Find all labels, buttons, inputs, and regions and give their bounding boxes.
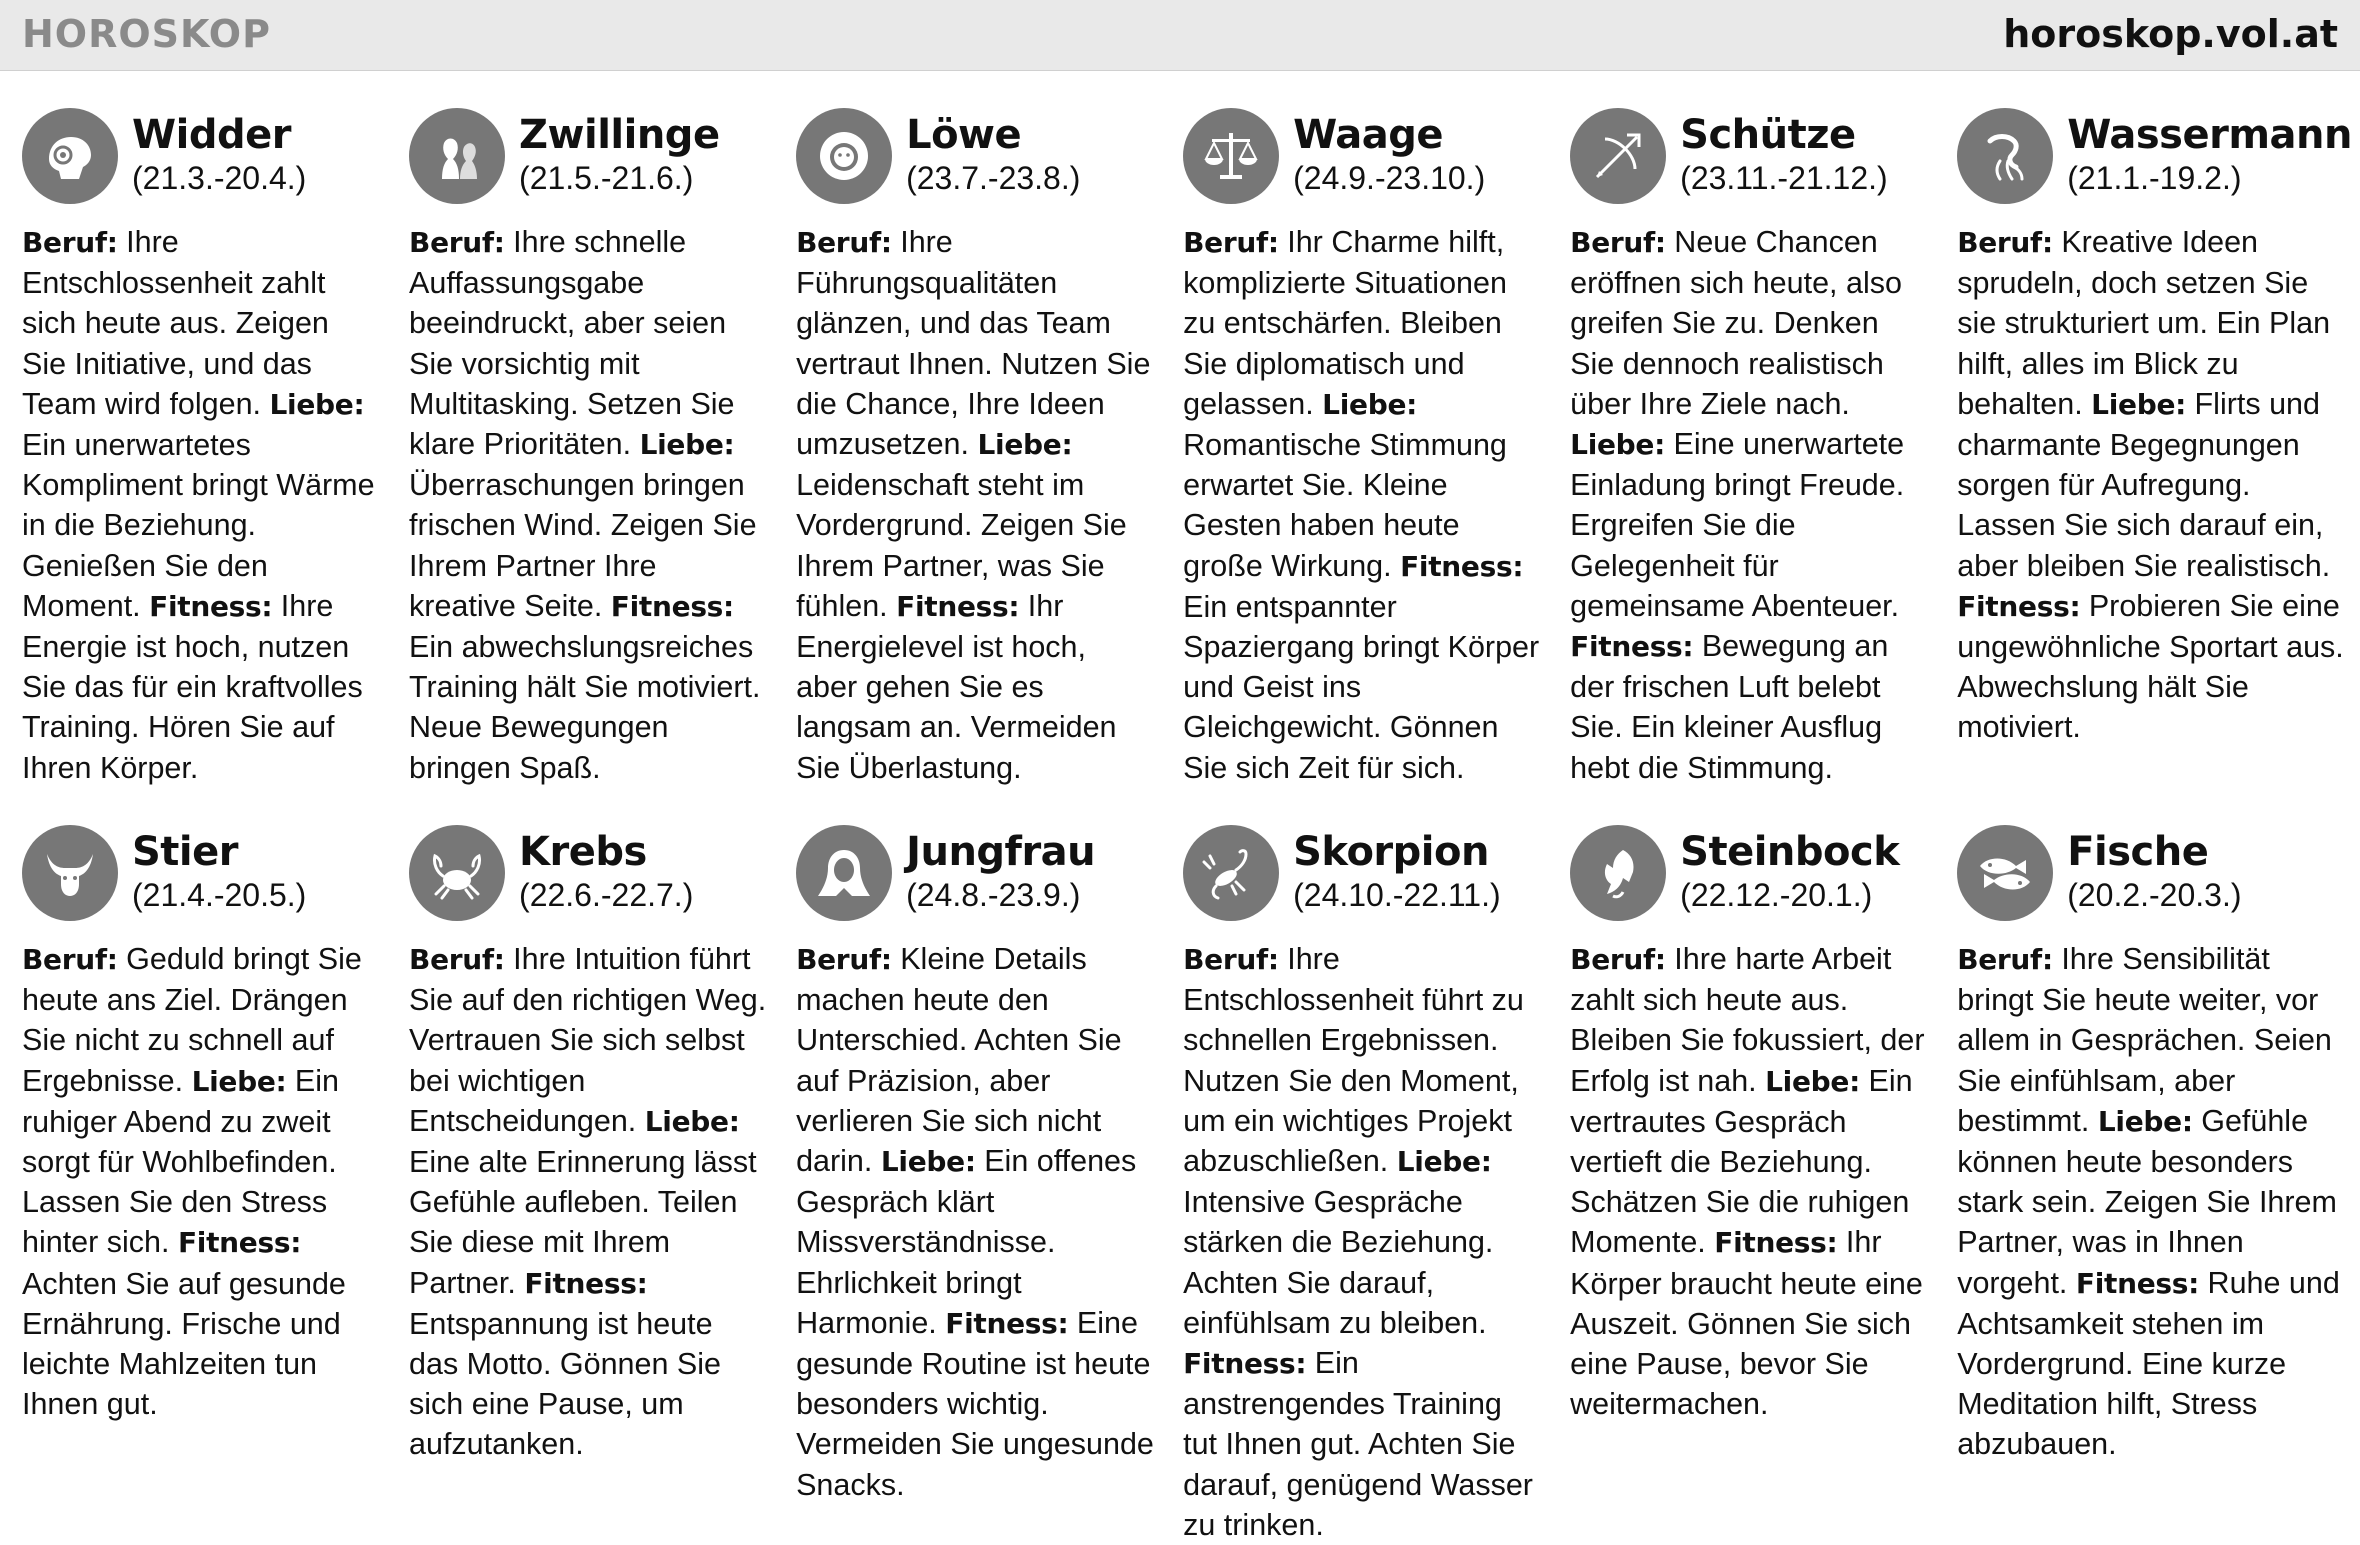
horoscope-grid (22, 108, 2352, 1542)
beruf-text: Ihre harte Arbeit zahlt sich heute aus. Bleiben Sie fokussiert, der Erfolg ist nah. (1570, 942, 1925, 1098)
fitness-text: Entspannung ist heute das Motto. Gönnen Sie sich eine Pause, um aufzutanken. (409, 1306, 722, 1462)
beruf-text: Ihre Entschlossenheit führt zu schnellen Ergebnissen. Nutzen Sie den Moment, um ein wichtiges Projekt abzuschließen. (1183, 942, 1524, 1179)
fitness-label: Fitness: (945, 1306, 1069, 1340)
sign-name: Fische (2067, 829, 2209, 875)
fitness-text: Ihr Körper braucht heute eine Auszeit. Gönnen Sie sich eine Pause, bevor Sie weitermachen. (1570, 1225, 1923, 1422)
sign-text (22, 222, 381, 788)
beruf-text: Geduld bringt Sie heute ans Ziel. Drängen Sie nicht zu schnell auf Ergebnisse. (22, 942, 362, 1098)
beruf-text: Neue Chancen eröffnen sich heute, also greifen Sie zu. Denken Sie dennoch realistisch über Ihre Ziele nach. (1570, 225, 1902, 421)
sign-dates: (23.11.-21.12.) (1680, 160, 1888, 196)
beruf-text: Ihre schnelle Auffassungsgabe beeindruckt, aber seien Sie vorsichtig mit Multitasking. Setzen Sie klare Prioritäten. (409, 225, 735, 462)
sign-text (1570, 939, 1929, 1424)
liebe-text: Überraschungen bringen frischen Wind. Zeigen Sie Ihrem Partner Ihre kreative Seite. (409, 468, 757, 623)
sign-card-krebs (409, 825, 768, 1515)
fitness-label: Fitness: (1400, 549, 1524, 583)
water-bearer-icon (1957, 108, 2053, 204)
sign-text (409, 222, 768, 788)
beruf-text: Kleine Details machen heute den Unterschied. Achten Sie auf Präzision, aber verlieren Sie sich nicht darin. (796, 942, 1122, 1179)
sign-dates: (22.6.-22.7.) (519, 877, 694, 913)
scales-icon (1183, 108, 1279, 204)
sign-dates: (24.10.-22.11.) (1293, 877, 1501, 913)
sign-text (796, 939, 1155, 1505)
site-url[interactable]: horoskop.vol.at (2003, 12, 2338, 56)
sign-card-stier (22, 825, 381, 1515)
sign-text (796, 222, 1155, 788)
beruf-label: Beruf: (796, 943, 892, 976)
liebe-label: Liebe: (977, 428, 1073, 462)
liebe-label: Liebe: (639, 428, 735, 462)
beruf-text: Ihre Sensibilität bringt Sie heute weiter, vor allem in Gesprächen. Seien Sie einfühlsam, aber bestimmt. (1957, 942, 2332, 1138)
sign-name: Jungfrau (906, 829, 1096, 875)
sign-dates: (22.12.-20.1.) (1680, 877, 1873, 913)
sign-card-zwillinge (409, 108, 768, 825)
sign-card-fische (1957, 825, 2352, 1515)
sign-name: Waage (1293, 112, 1444, 158)
sign-text (1183, 222, 1542, 788)
scorpion-icon (1183, 825, 1279, 921)
fitness-text: Ein entspannter Spaziergang bringt Körper und Geist ins Gleichgewicht. Gönnen Sie sich Zeit für sich. (1183, 589, 1540, 785)
sign-header (1570, 108, 1929, 220)
liebe-text: Ein unerwartetes Kompliment bringt Wärme in die Beziehung. Genießen Sie den Moment. (22, 428, 375, 623)
liebe-label: Liebe: (1765, 1064, 1861, 1098)
sign-dates: (21.1.-19.2.) (2067, 160, 2242, 196)
liebe-label: Liebe: (1396, 1145, 1492, 1179)
sign-name: Skorpion (1293, 829, 1489, 875)
sign-card-schütze (1570, 108, 1929, 825)
fitness-label: Fitness: (177, 1226, 302, 1260)
liebe-label: Liebe: (2097, 1104, 2193, 1138)
sign-header (22, 825, 381, 937)
sign-header (409, 108, 768, 220)
fish-icon (1957, 825, 2053, 921)
liebe-text: Eine alte Erinnerung lässt Gefühle aufleben. Teilen Sie diese mit Ihrem Partner. (409, 1145, 757, 1300)
page-header (0, 0, 2360, 71)
sign-header (1957, 825, 2352, 937)
fitness-label: Fitness: (1957, 589, 2081, 623)
beruf-label: Beruf: (796, 226, 892, 259)
sign-dates: (20.2.-20.3.) (2067, 877, 2242, 913)
sign-header (796, 108, 1155, 220)
sign-text (1957, 222, 2352, 748)
fitness-text: Bewegung an der frischen Luft belebt Sie. Ein kleiner Ausflug hebt die Stimmung. (1570, 629, 1889, 785)
beruf-label: Beruf: (1183, 226, 1279, 259)
sign-header (1183, 108, 1542, 220)
fitness-text: Achten Sie auf gesunde Ernährung. Frische und leichte Mahlzeiten tun Ihnen gut. (22, 1266, 346, 1422)
bull-icon (22, 825, 118, 921)
fitness-text: Eine gesunde Routine ist heute besonders wichtig. Vermeiden Sie ungesunde Snacks. (796, 1305, 1154, 1502)
sign-header (1183, 825, 1542, 937)
twins-icon (409, 108, 505, 204)
fitness-label: Fitness: (1714, 1226, 1838, 1260)
fitness-text: Ihre Energie ist hoch, nutzen Sie das für ein kraftvolles Training. Hören Sie auf Ihren Körper. (22, 588, 363, 785)
liebe-text: Ein offenes Gespräch klärt Missverständnisse. Ehrlichkeit bringt Harmonie. (796, 1144, 1137, 1340)
virgin-icon (796, 825, 892, 921)
liebe-label: Liebe: (880, 1145, 976, 1179)
section-title: HOROSKOP (22, 12, 271, 56)
sign-card-skorpion (1183, 825, 1542, 1542)
beruf-text: Ihre Entschlossenheit zahlt sich heute aus. Zeigen Sie Initiative, und das Team wird folgen. (22, 225, 329, 421)
liebe-text: Romantische Stimmung erwartet Sie. Kleine Gesten haben heute große Wirkung. (1183, 428, 1507, 583)
beruf-label: Beruf: (1570, 226, 1666, 259)
liebe-text: Flirts und charmante Begegnungen sorgen für Aufregung. Lassen Sie sich darauf ein, aber bleiben Sie realistisch. (1957, 386, 2331, 583)
liebe-label: Liebe: (644, 1104, 740, 1138)
fitness-label: Fitness: (524, 1266, 648, 1300)
sign-dates: (24.9.-23.10.) (1293, 160, 1486, 196)
liebe-label: Liebe: (2091, 387, 2187, 421)
sign-text (1957, 939, 2352, 1465)
sign-header (409, 825, 768, 937)
fitness-text: Ein anstrengendes Training tut Ihnen gut. Achten Sie darauf, genügend Wasser zu trinken. (1183, 1346, 1533, 1542)
beruf-label: Beruf: (22, 226, 118, 259)
liebe-text: Ein ruhiger Abend zu zweit sorgt für Wohlbefinden. Lassen Sie den Stress hinter sich. (22, 1063, 340, 1260)
sign-card-steinbock (1570, 825, 1929, 1515)
beruf-label: Beruf: (1183, 943, 1279, 976)
sign-name: Steinbock (1680, 829, 1900, 875)
sign-dates: (23.7.-23.8.) (906, 160, 1081, 196)
ram-icon (22, 108, 118, 204)
sign-text (409, 939, 768, 1465)
sign-text (1183, 939, 1542, 1545)
sign-card-jungfrau (796, 825, 1155, 1515)
sign-card-waage (1183, 108, 1542, 825)
fitness-label: Fitness: (1570, 630, 1694, 664)
fitness-text: Ein abwechslungsreiches Training hält Sie motiviert. Neue Bewegungen bringen Spaß. (409, 630, 761, 785)
beruf-text: Ihre Intuition führt Sie auf den richtigen Weg. Vertrauen Sie sich selbst bei wichtigen Entscheidungen. (409, 942, 767, 1138)
liebe-text: Eine unerwartete Einladung bringt Freude. Ergreifen Sie die Gelegenheit für gemeinsame Abenteuer. (1570, 427, 1905, 623)
liebe-text: Ein vertrautes Gespräch vertieft die Beziehung. Schätzen Sie die ruhigen Momente. (1570, 1063, 1913, 1260)
fitness-label: Fitness: (2075, 1266, 2200, 1300)
liebe-label: Liebe: (191, 1064, 287, 1098)
beruf-text: Kreative Ideen sprudeln, doch setzen Sie sie strukturiert um. Ein Plan hilft, alles im Blick zu behalten. (1957, 225, 2331, 421)
sign-text (1570, 222, 1929, 788)
fitness-label: Fitness: (610, 589, 734, 623)
sign-card-wassermann (1957, 108, 2352, 825)
sign-text (22, 939, 381, 1424)
sign-name: Schütze (1680, 112, 1856, 158)
sign-header (1570, 825, 1929, 937)
beruf-label: Beruf: (409, 226, 505, 259)
crab-icon (409, 825, 505, 921)
beruf-label: Beruf: (1957, 226, 2053, 259)
sign-name: Stier (132, 829, 238, 875)
beruf-label: Beruf: (409, 943, 505, 976)
sign-dates: (21.3.-20.4.) (132, 160, 307, 196)
liebe-label: Liebe: (269, 387, 365, 421)
sign-dates: (21.5.-21.6.) (519, 160, 694, 196)
beruf-label: Beruf: (22, 943, 118, 976)
lion-icon (796, 108, 892, 204)
sign-name: Zwillinge (519, 112, 720, 158)
fitness-text: Ihr Energielevel ist hoch, aber gehen Sie es langsam an. Vermeiden Sie Überlastung. (796, 588, 1117, 785)
beruf-label: Beruf: (1957, 943, 2053, 976)
fitness-text: Probieren Sie eine ungewöhnliche Sportart aus. Abwechslung hält Sie motiviert. (1957, 588, 2344, 745)
sign-name: Widder (132, 112, 291, 158)
fitness-text: Ruhe und Achtsamkeit stehen im Vordergrund. Eine kurze Meditation hilft, Stress abzubauen. (1957, 1265, 2340, 1462)
beruf-text: Ihre Führungsqualitäten glänzen, und das Team vertraut Ihnen. Nutzen Sie die Chance, Ihre Ideen umzusetzen. (796, 225, 1151, 462)
sign-header (796, 825, 1155, 937)
liebe-label: Liebe: (1570, 428, 1666, 462)
sign-name: Löwe (906, 112, 1022, 158)
sign-name: Wassermann (2067, 112, 2352, 158)
goat-icon (1570, 825, 1666, 921)
beruf-label: Beruf: (1570, 943, 1666, 976)
fitness-label: Fitness: (149, 589, 273, 623)
liebe-text: Intensive Gespräche stärken die Beziehung. Achten Sie darauf, einfühlsam zu bleiben. (1183, 1185, 1494, 1340)
fitness-label: Fitness: (896, 589, 1020, 623)
beruf-text: Ihr Charme hilft, komplizierte Situationen zu entschärfen. Bleiben Sie diplomatisch und gelassen. (1183, 225, 1507, 421)
liebe-text: Leidenschaft steht im Vordergrund. Zeigen Sie Ihrem Partner, was Sie fühlen. (796, 468, 1127, 623)
sign-header (22, 108, 381, 220)
sign-dates: (24.8.-23.9.) (906, 877, 1081, 913)
sign-card-widder (22, 108, 381, 825)
fitness-label: Fitness: (1183, 1347, 1307, 1381)
liebe-label: Liebe: (1322, 387, 1418, 421)
liebe-text: Gefühle können heute besonders stark sein. Zeigen Sie Ihrem Partner, was in Ihnen vorgeht. (1957, 1103, 2337, 1300)
sign-dates: (21.4.-20.5.) (132, 877, 307, 913)
sign-header (1957, 108, 2352, 220)
sign-card-löwe (796, 108, 1155, 825)
archer-icon (1570, 108, 1666, 204)
sign-name: Krebs (519, 829, 647, 875)
